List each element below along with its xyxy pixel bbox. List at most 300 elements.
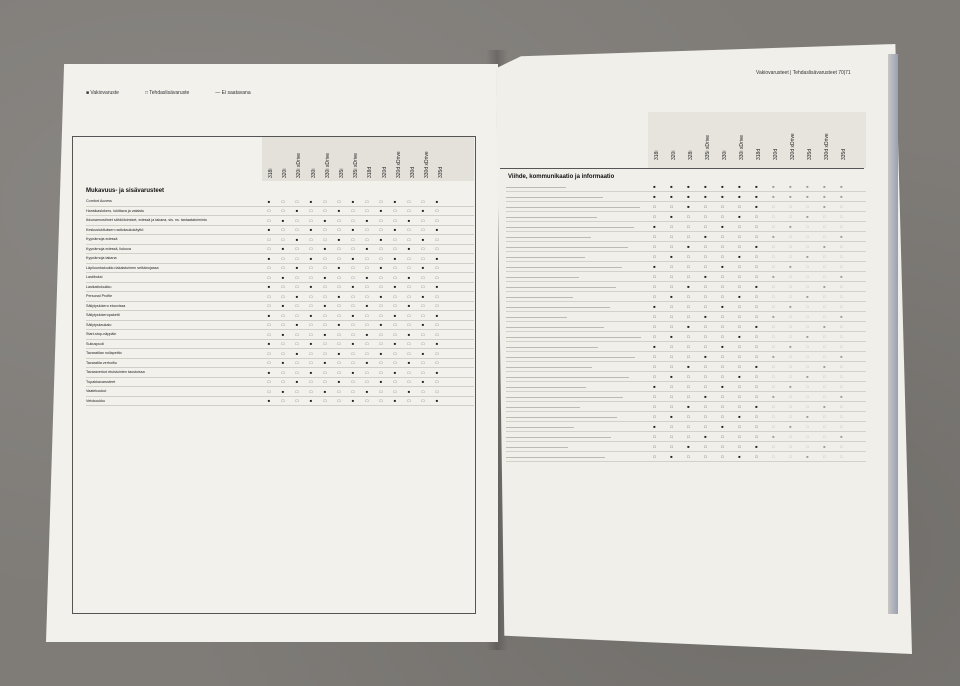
cell-mark: ■ [840, 194, 843, 199]
cell-mark: □ [281, 236, 285, 242]
cell-mark: □ [687, 304, 690, 309]
cell-mark: □ [772, 264, 775, 269]
cell-mark: □ [267, 293, 271, 299]
row-cells [262, 199, 444, 204]
cell-mark: □ [309, 236, 313, 242]
cell-mark: □ [295, 255, 299, 261]
right-model-header: 318d [756, 148, 762, 160]
cell-mark: ■ [393, 312, 397, 318]
cell-mark: □ [267, 217, 271, 223]
cell-mark: ■ [670, 214, 673, 219]
cell-mark: ■ [687, 364, 690, 369]
cell-mark: □ [653, 234, 656, 239]
cell-mark: □ [823, 454, 826, 459]
cell-mark: □ [772, 444, 775, 449]
left-model-header: 330d xDrive [424, 151, 431, 178]
cell-mark: ■ [806, 454, 809, 459]
cell-mark: □ [704, 424, 707, 429]
left-model-header: 320i [282, 168, 289, 178]
cell-mark: □ [840, 224, 843, 229]
row-cells [262, 227, 444, 232]
cell-mark: □ [704, 214, 707, 219]
cell-mark: □ [407, 284, 411, 290]
cell-mark: ■ [435, 369, 439, 375]
table-row [506, 192, 866, 202]
cell-mark: □ [337, 388, 341, 394]
cell-mark: ■ [393, 255, 397, 261]
row-cells [262, 351, 444, 356]
row-label [506, 215, 597, 218]
cell-mark: □ [393, 293, 397, 299]
cell-mark: □ [267, 379, 271, 385]
cell-mark: □ [789, 364, 792, 369]
cell-mark: ■ [789, 304, 792, 309]
cell-mark: □ [309, 293, 313, 299]
row-label [506, 365, 592, 368]
cell-mark: □ [789, 454, 792, 459]
cell-mark: □ [687, 294, 690, 299]
cell-mark: □ [379, 369, 383, 375]
cell-mark: ■ [267, 312, 271, 318]
cell-mark: □ [806, 434, 809, 439]
cell-mark: ■ [393, 284, 397, 290]
left-model-header: 318i [268, 168, 274, 178]
cell-mark: ■ [806, 184, 809, 189]
cell-mark: □ [772, 454, 775, 459]
cell-mark: □ [407, 208, 411, 214]
cell-mark: ■ [281, 360, 285, 366]
cell-mark: □ [840, 414, 843, 419]
page-edge [888, 54, 898, 614]
cell-mark: ■ [738, 184, 741, 189]
cell-mark: ■ [295, 293, 299, 299]
cell-mark: □ [323, 255, 327, 261]
row-label [506, 315, 567, 318]
cell-mark: □ [789, 214, 792, 219]
cell-mark: □ [789, 334, 792, 339]
row-label: Säilytyslokeropaketti [86, 313, 120, 318]
cell-mark: ■ [407, 274, 411, 280]
left-section-title: Mukavuus- ja sisävarusteet [86, 188, 165, 194]
cell-mark: □ [407, 350, 411, 356]
row-cells [262, 208, 444, 213]
cell-mark: ■ [281, 388, 285, 394]
row-cells [262, 370, 444, 375]
cell-mark: □ [687, 214, 690, 219]
cell-mark: □ [323, 198, 327, 204]
cell-mark: ■ [687, 324, 690, 329]
cell-mark: □ [281, 208, 285, 214]
cell-mark: □ [721, 204, 724, 209]
cell-mark: □ [670, 264, 673, 269]
cell-mark: □ [755, 334, 758, 339]
cell-mark: □ [840, 284, 843, 289]
cell-mark: □ [840, 204, 843, 209]
cell-mark: □ [721, 354, 724, 359]
cell-mark: ■ [738, 294, 741, 299]
cell-mark: □ [823, 304, 826, 309]
cell-mark: □ [755, 314, 758, 319]
cell-mark: ■ [267, 255, 271, 261]
cell-mark: □ [738, 434, 741, 439]
cell-mark: □ [670, 284, 673, 289]
cell-mark: ■ [823, 364, 826, 369]
cell-mark: □ [295, 217, 299, 223]
row-cells [262, 275, 444, 280]
cell-mark: □ [653, 394, 656, 399]
cell-mark: □ [670, 404, 673, 409]
cell-mark: ■ [267, 369, 271, 375]
cell-mark: ■ [337, 322, 341, 328]
cell-mark: □ [823, 374, 826, 379]
cell-mark: □ [772, 374, 775, 379]
table-row [506, 452, 866, 462]
right-model-header: 335i xDrive [705, 134, 711, 160]
cell-mark: □ [421, 398, 425, 404]
cell-mark: □ [351, 265, 355, 271]
cell-mark: ■ [840, 394, 843, 399]
cell-mark: □ [789, 254, 792, 259]
cell-mark: □ [755, 354, 758, 359]
cell-mark: ■ [789, 184, 792, 189]
table-row [506, 432, 866, 442]
cell-mark: □ [687, 234, 690, 239]
cell-mark: ■ [738, 194, 741, 199]
row-label [506, 325, 604, 328]
cell-mark: ■ [738, 334, 741, 339]
cell-mark: ■ [309, 398, 313, 404]
right-section-title: Viihde, kommunikaatio ja informaatio [508, 174, 615, 180]
cell-mark: ■ [840, 354, 843, 359]
cell-mark: □ [407, 312, 411, 318]
cell-mark: ■ [281, 246, 285, 252]
cell-mark: □ [721, 254, 724, 259]
cell-mark: ■ [421, 322, 425, 328]
cell-mark: □ [704, 204, 707, 209]
cell-mark: □ [687, 344, 690, 349]
right-model-header: 335d [841, 148, 847, 160]
cell-mark: □ [738, 284, 741, 289]
cell-mark: ■ [653, 184, 656, 189]
cell-mark: ■ [806, 294, 809, 299]
cell-mark: □ [421, 274, 425, 280]
cell-mark: □ [755, 394, 758, 399]
cell-mark: ■ [323, 217, 327, 223]
cell-mark: □ [806, 424, 809, 429]
cell-mark: ■ [823, 184, 826, 189]
cell-mark: ■ [772, 184, 775, 189]
cell-mark: □ [421, 255, 425, 261]
row-label [506, 415, 617, 418]
cell-mark: ■ [687, 404, 690, 409]
cell-mark: ■ [755, 184, 758, 189]
cell-mark: ■ [738, 454, 741, 459]
cell-mark: ■ [772, 194, 775, 199]
table-row [86, 254, 474, 264]
cell-mark: □ [738, 384, 741, 389]
cell-mark: □ [772, 414, 775, 419]
cell-mark: ■ [435, 398, 439, 404]
cell-mark: □ [337, 303, 341, 309]
cell-mark: □ [653, 444, 656, 449]
table-row [86, 321, 474, 331]
cell-mark: □ [323, 312, 327, 318]
cell-mark: ■ [407, 246, 411, 252]
row-label: Kyynärnoja edessä [86, 237, 118, 242]
cell-mark: □ [772, 284, 775, 289]
row-label [506, 195, 603, 198]
cell-mark: ■ [704, 234, 707, 239]
cell-mark: □ [738, 364, 741, 369]
cell-mark: □ [421, 246, 425, 252]
row-cells [262, 389, 444, 394]
cell-mark: ■ [755, 324, 758, 329]
cell-mark: □ [323, 322, 327, 328]
cell-mark: ■ [670, 454, 673, 459]
cell-mark: □ [670, 344, 673, 349]
row-label [506, 425, 574, 428]
row-cells [262, 256, 444, 261]
cell-mark: □ [738, 344, 741, 349]
cell-mark: ■ [365, 274, 369, 280]
table-row [86, 340, 474, 350]
cell-mark: □ [704, 444, 707, 449]
cell-mark: ■ [704, 434, 707, 439]
cell-mark: □ [670, 324, 673, 329]
cell-mark: □ [755, 414, 758, 419]
cell-mark: □ [721, 324, 724, 329]
cell-mark: □ [407, 227, 411, 233]
row-cells [262, 237, 444, 242]
cell-mark: □ [365, 284, 369, 290]
cell-mark: ■ [687, 194, 690, 199]
row-label: Tavaratila verhoiltu [86, 360, 117, 365]
cell-mark: □ [823, 394, 826, 399]
cell-mark: □ [772, 324, 775, 329]
right-model-header: 330i [722, 150, 728, 160]
cell-mark: □ [738, 394, 741, 399]
table-row [86, 397, 474, 407]
table-row [506, 332, 866, 342]
cell-mark: □ [337, 227, 341, 233]
legend-optional: □ Tehdaslisävaruste [144, 90, 190, 96]
cell-mark: □ [281, 293, 285, 299]
row-cells [262, 322, 444, 327]
cell-mark: □ [755, 384, 758, 389]
cell-mark: □ [704, 244, 707, 249]
cell-mark: □ [337, 398, 341, 404]
cell-mark: □ [721, 334, 724, 339]
cell-mark: □ [704, 324, 707, 329]
row-label: Tavaratilan nollapeitto [86, 351, 122, 356]
cell-mark: □ [721, 404, 724, 409]
cell-mark: □ [379, 360, 383, 366]
table-row [506, 232, 866, 242]
cell-mark: □ [295, 246, 299, 252]
right-model-header: 335d [807, 148, 813, 160]
cell-mark: □ [772, 364, 775, 369]
cell-mark: □ [772, 214, 775, 219]
cell-mark: □ [840, 294, 843, 299]
legend-unavailable: — Ei saatavana [215, 90, 251, 96]
cell-mark: □ [653, 254, 656, 259]
cell-mark: □ [704, 364, 707, 369]
cell-mark: ■ [393, 398, 397, 404]
cell-mark: □ [435, 265, 439, 271]
cell-mark: □ [823, 294, 826, 299]
table-row [86, 368, 474, 378]
cell-mark: □ [653, 454, 656, 459]
row-label [506, 375, 629, 378]
row-cells [262, 379, 444, 384]
table-row [506, 302, 866, 312]
cell-mark: ■ [721, 384, 724, 389]
cell-mark: ■ [840, 274, 843, 279]
cell-mark: □ [421, 312, 425, 318]
cell-mark: □ [421, 369, 425, 375]
cell-mark: □ [295, 388, 299, 394]
cell-mark: ■ [281, 274, 285, 280]
cell-mark: □ [323, 265, 327, 271]
table-row [86, 245, 474, 255]
cell-mark: □ [281, 198, 285, 204]
cell-mark: □ [309, 208, 313, 214]
table-row [86, 207, 474, 217]
cell-mark: ■ [721, 344, 724, 349]
cell-mark: ■ [721, 264, 724, 269]
cell-mark: □ [789, 204, 792, 209]
cell-mark: □ [840, 404, 843, 409]
cell-mark: ■ [806, 254, 809, 259]
cell-mark: □ [687, 374, 690, 379]
cell-mark: ■ [323, 331, 327, 337]
cell-mark: ■ [823, 324, 826, 329]
row-label: Lasikattoluukku [86, 284, 112, 289]
cell-mark: □ [738, 224, 741, 229]
cell-mark: □ [351, 303, 355, 309]
table-row [506, 352, 866, 362]
cell-mark: □ [738, 204, 741, 209]
cell-mark: □ [407, 322, 411, 328]
cell-mark: □ [309, 217, 313, 223]
cell-mark: ■ [435, 255, 439, 261]
cell-mark: ■ [267, 341, 271, 347]
cell-mark: ■ [823, 194, 826, 199]
table-row [86, 264, 474, 274]
cell-mark: □ [407, 236, 411, 242]
cell-mark: □ [267, 265, 271, 271]
row-label: Personal Profile [86, 294, 113, 299]
cell-mark: ■ [435, 341, 439, 347]
cell-mark: □ [267, 236, 271, 242]
cell-mark: ■ [295, 322, 299, 328]
cell-mark: ■ [351, 369, 355, 375]
cell-mark: ■ [823, 444, 826, 449]
cell-mark: □ [823, 354, 826, 359]
cell-mark: □ [267, 388, 271, 394]
cell-mark: □ [267, 322, 271, 328]
row-label: Vetokoukku [86, 398, 106, 403]
cell-mark: □ [772, 294, 775, 299]
cell-mark: □ [755, 344, 758, 349]
cell-mark: □ [755, 264, 758, 269]
cell-mark: ■ [351, 198, 355, 204]
cell-mark: □ [337, 312, 341, 318]
row-label [506, 245, 628, 248]
cell-mark: □ [806, 314, 809, 319]
cell-mark: □ [823, 384, 826, 389]
table-row [506, 282, 866, 292]
cell-mark: ■ [738, 414, 741, 419]
row-cells [262, 303, 444, 308]
cell-mark: □ [365, 265, 369, 271]
cell-mark: □ [653, 294, 656, 299]
cell-mark: □ [337, 217, 341, 223]
row-label: Ikkunannostimet sähkötoimiset, edessä ja takana, sis. ns. tastaatatoiminto [86, 218, 207, 223]
cell-mark: □ [365, 398, 369, 404]
cell-mark: □ [337, 246, 341, 252]
cell-mark: ■ [337, 208, 341, 214]
cell-mark: □ [421, 388, 425, 394]
cell-mark: □ [421, 227, 425, 233]
cell-mark: ■ [687, 284, 690, 289]
cell-mark: ■ [840, 434, 843, 439]
row-label: Kyynärnoja edessä, liukuva [86, 246, 131, 251]
table-row [86, 330, 474, 340]
table-row [506, 342, 866, 352]
cell-mark: □ [772, 344, 775, 349]
right-model-header: 320d [773, 148, 779, 160]
cell-mark: ■ [772, 314, 775, 319]
cell-mark: □ [379, 246, 383, 252]
cell-mark: ■ [823, 284, 826, 289]
table-row [506, 322, 866, 332]
cell-mark: □ [840, 374, 843, 379]
cell-mark: ■ [393, 369, 397, 375]
cell-mark: □ [738, 444, 741, 449]
cell-mark: ■ [393, 341, 397, 347]
cell-mark: □ [351, 331, 355, 337]
cell-mark: □ [772, 384, 775, 389]
cell-mark: □ [704, 414, 707, 419]
cell-mark: □ [309, 388, 313, 394]
cell-mark: □ [653, 364, 656, 369]
cell-mark: □ [670, 314, 673, 319]
cell-mark: □ [840, 304, 843, 309]
cell-mark: ■ [421, 379, 425, 385]
cell-mark: □ [365, 227, 369, 233]
cell-mark: □ [704, 454, 707, 459]
row-label [506, 205, 640, 208]
cell-mark: □ [365, 198, 369, 204]
cell-mark: □ [281, 227, 285, 233]
cell-mark: ■ [281, 217, 285, 223]
cell-mark: □ [704, 264, 707, 269]
cell-mark: □ [379, 303, 383, 309]
cell-mark: □ [789, 444, 792, 449]
cell-mark: □ [670, 364, 673, 369]
row-label [506, 275, 579, 278]
cell-mark: ■ [281, 331, 285, 337]
cell-mark: □ [755, 434, 758, 439]
cell-mark: ■ [840, 314, 843, 319]
cell-mark: □ [806, 404, 809, 409]
cell-mark: ■ [365, 331, 369, 337]
cell-mark: ■ [267, 398, 271, 404]
cell-mark: □ [309, 350, 313, 356]
table-row [506, 272, 866, 282]
cell-mark: ■ [407, 217, 411, 223]
